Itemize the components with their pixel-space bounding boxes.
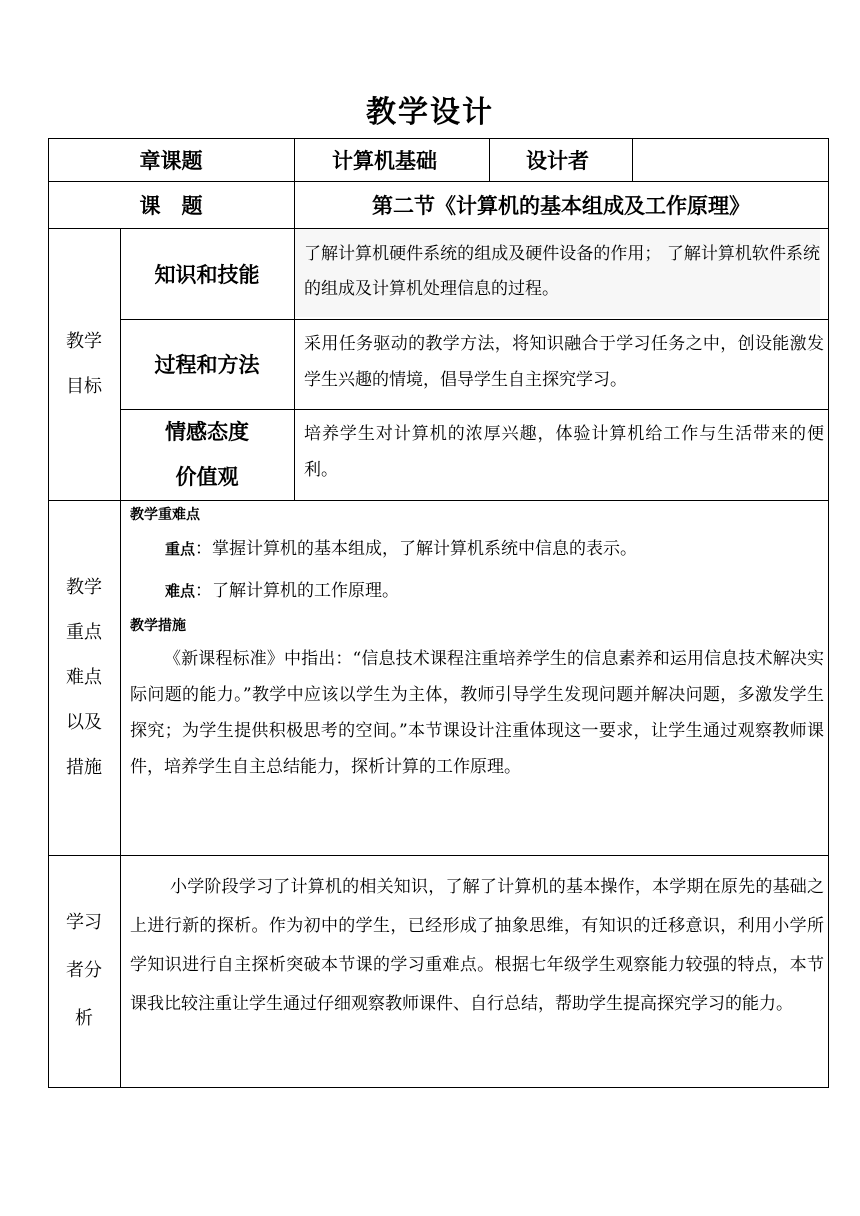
objective-text-knowledge: 了解计算机硬件系统的组成及硬件设备的作用； 了解计算机软件系统的组成及计算机处理信息的过程。 [295,229,820,317]
keypoints-content [121,501,824,854]
objectives-label-line: 教学 [66,331,102,352]
designer-label: 设计者 [526,148,589,173]
focus-label: 重点 [165,540,196,558]
learner-label [48,855,120,1087]
objective-text-process: 采用任务驱动的教学方法，将知识融合于学习任务之中，创设能激发学生兴趣的情境，倡导学生自主探究学习。 [304,334,824,390]
learner-text: 小学阶段学习了计算机的相关知识，了解了计算机的基本操作，本学期在原先的基础之上进行新的探析。作为初中的学生，已经形成了抽象思维，有知识的迁移意识，利用小学所学知识进行自主探析突破本节课的学习重难点。根据七年级学生观察能力较强的特点，本节课我比较注重让学生通过仔细观察教师课件、自行总结，帮助学生提高探究学习的能力。 [130,877,824,1014]
difficulty-line [165,576,399,606]
learner-label-line: 者分 [66,960,102,981]
chapter-label: 章课题 [139,148,203,173]
focus-line [165,534,637,564]
objective-name-attitude [120,409,294,500]
objective-name-process: 过程和方法 [154,353,260,377]
keypoints-label-line: 难点 [66,667,102,688]
objectives-label [48,228,120,500]
objective-text-attitude: 培养学生对计算机的浓厚兴趣，体验计算机给工作与生活带来的便利。 [304,424,824,480]
objective-name-line: 价值观 [175,464,239,489]
keypoints-label-line: 措施 [66,757,102,778]
keypoints-heading: 教学重难点 [130,507,200,523]
measures-heading: 教学措施 [130,618,186,634]
learner-label-line: 学习 [66,912,102,933]
focus-text: ：掌握计算机的基本组成，了解计算机系统中信息的表示。 [195,539,638,559]
objectives-label-line: 目标 [66,376,102,397]
topic-value: 第二节《计算机的基本组成及工作原理》 [372,193,750,218]
objective-name-knowledge: 知识和技能 [154,262,260,287]
measures-text: 《新课程标准》中指出：“信息技术课程注重培养学生的信息素养和运用信息技术解决实际问题的能力。”教学中应该以学生为主体，教师引导学生发现问题并解决问题，多激发学生探究；为学生提供积极思考的空间。”本节课设计注重体现这一要求，让学生通过观察教师课件，培养学生自主总结能力，探析计算的工作原理。 [130,649,824,777]
keypoints-label [48,500,120,855]
document-title: 教学设计 [366,95,494,130]
topic-label: 课 题 [139,193,203,218]
difficulty-text: ：了解计算机的工作原理。 [195,581,400,601]
designer-value [632,138,828,181]
keypoints-label-line: 以及 [66,712,102,733]
learner-label-line: 析 [75,1008,93,1029]
objective-name-line: 情感态度 [165,419,249,444]
chapter-value: 计算机基础 [332,148,437,173]
keypoints-label-line: 教学 [66,577,102,598]
keypoints-label-line: 重点 [66,622,102,643]
difficulty-label: 难点 [165,582,196,600]
